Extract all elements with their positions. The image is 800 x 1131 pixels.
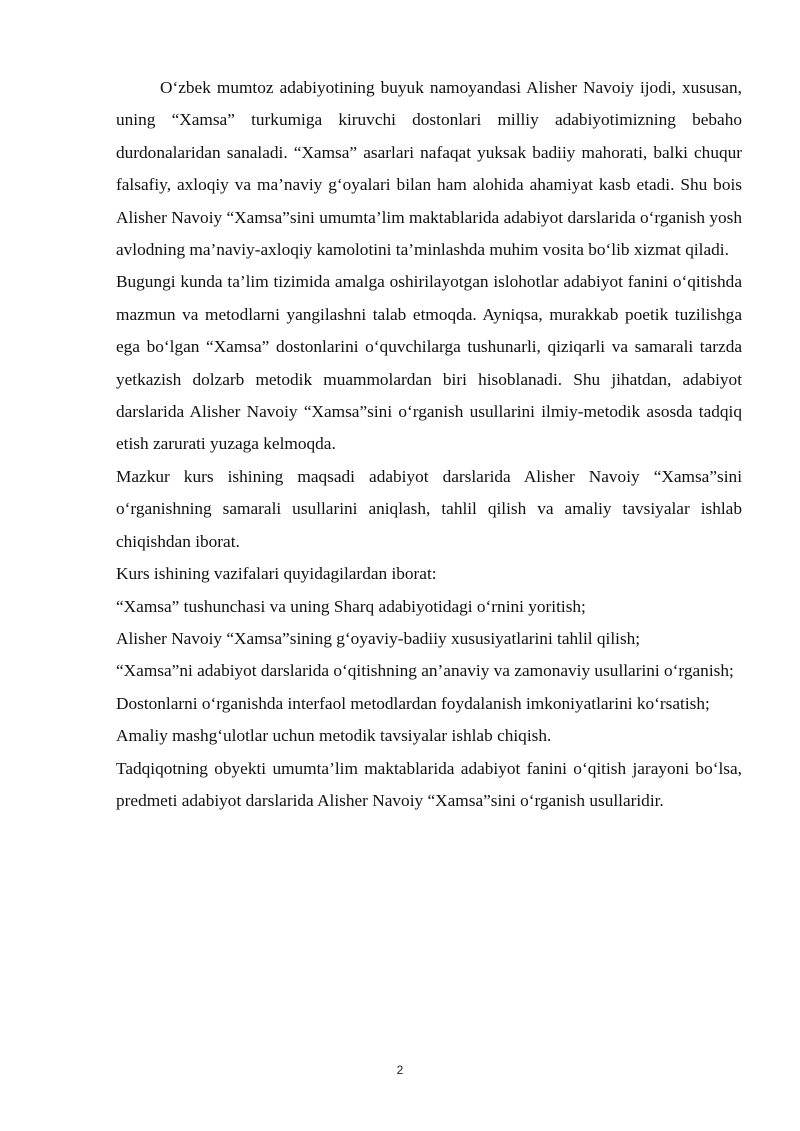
task-item: Amaliy mashg‘ulotlar uchun metodik tavsiyalar ishlab chiqish. [116,726,552,746]
intro-paragraph: O‘zbek mumtoz adabiyotining buyuk namoyandasi Alisher Navoiy ijodi, xususan, uning “Xamsa” turkumiga kiruvchi dostonlari milliy adabiyotimizning bebaho durdonalaridan sanaladi. “Xamsa” asarlari nafaqat yuksak badiiy mahorati, balki chuqur falsafiy, axloqiy va ma’naviy g‘oyalari bilan ham alohida ahamiyat kasb etadi. Shu bois Alisher Navoiy “Xamsa”sini umumta’lim maktablarida adabiyot darslarida o‘rganish yosh avlodning ma’naviy-axloqiy kamolotini ta’minlashda muhim vosita bo‘lib xizmat qiladi. [116,78,742,260]
document-body [116,72,742,817]
goal-paragraph: Mazkur kurs ishining maqsadi adabiyot darslarida Alisher Navoiy “Xamsa”sini o‘rganishning samarali usullarini aniqlash, tahlil qilish va amaliy tavsiyalar ishlab chiqishdan iborat. [116,466,742,551]
task-item: “Xamsa”ni adabiyot darslarida o‘qitishning an’anaviy va zamonaviy usullarini o‘rganish; [116,661,734,681]
task-item: Dostonlarni o‘rganishda interfaol metodlardan foydalanish imkoniyatlarini ko‘rsatish; [116,693,710,713]
tasks-heading: Kurs ishining vazifalari quyidagilardan iborat: [116,564,437,584]
task-item: “Xamsa” tushunchasi va uning Sharq adabiyotidagi o‘rnini yoritish; [116,596,586,616]
task-item: Alisher Navoiy “Xamsa”sining g‘oyaviy-badiiy xususiyatlarini tahlil qilish; [116,628,641,648]
page-number: 2 [396,1063,404,1077]
object-subject-paragraph: Tadqiqotning obyekti umumta’lim maktablarida adabiyot fanini o‘qitish jarayoni bo‘lsa, predmeti adabiyot darslarida Alisher Navoiy “Xamsa”sini o‘rganish usullaridir. [116,758,742,810]
relevance-paragraph: Bugungi kunda ta’lim tizimida amalga oshirilayotgan islohotlar adabiyot fanini o‘qitishda mazmun va metodlarni yangilashni talab etmoqda. Ayniqsa, murakkab poetik tuzilishga ega bo‘lgan “Xamsa” dostonlarini o‘quvchilarga tushunarli, qiziqarli va samarali tarzda yetkazish dolzarb metodik muammolardan biri hisoblanadi. Shu jihatdan, adabiyot darslarida Alisher Navoiy “Xamsa”sini o‘rganish usullarini ilmiy-metodik asosda tadqiq etish zarurati yuzaga kelmoqda. [116,272,742,454]
